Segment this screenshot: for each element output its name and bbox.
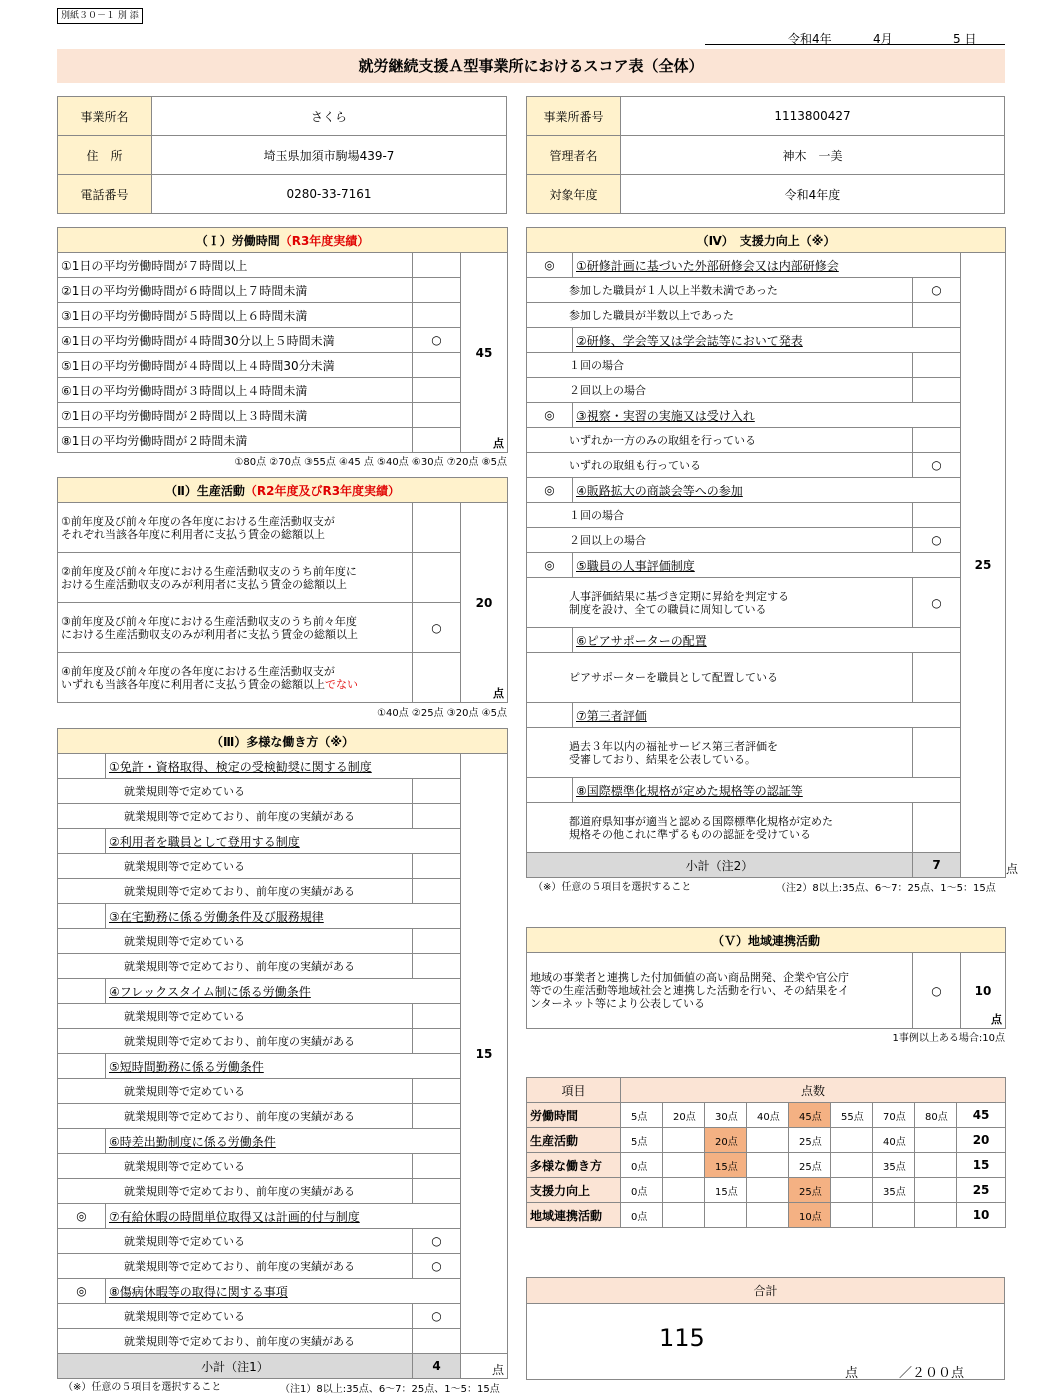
summary-cell xyxy=(831,1128,873,1153)
production-option-line-1: ③前年度及び前々年度における生産活動収支のうち前々年度 xyxy=(61,614,357,628)
production-score-value: 20 xyxy=(475,595,493,610)
summary-cell: 80点 xyxy=(915,1103,957,1128)
work-styles-mark xyxy=(413,1179,461,1204)
support-mark: ○ xyxy=(913,453,961,478)
summary-cell: 10点 xyxy=(789,1203,831,1228)
work-styles-select-box[interactable]: ◎ xyxy=(58,1204,106,1229)
summary-cell xyxy=(663,1128,705,1153)
production-option-negation: でない xyxy=(325,677,358,691)
info-label: 事業所番号 xyxy=(527,97,621,136)
work-styles-mark xyxy=(413,929,461,954)
work-styles-title: （Ⅲ）多様な働き方（※） xyxy=(58,729,508,754)
regional-mark: ○ xyxy=(913,953,961,1029)
work-styles-item-heading: ⑤短時間勤務に係る労働条件 xyxy=(106,1054,461,1079)
support-note: （※）任意の５項目を選択すること xyxy=(533,882,692,893)
summary-cell xyxy=(747,1178,789,1203)
summary-cell: 35点 xyxy=(873,1153,915,1178)
support-mark: ○ xyxy=(913,278,961,303)
production-period: （R2年度及びR3年度実績） xyxy=(244,483,401,498)
date-day: 5 日 xyxy=(953,32,977,46)
total-box xyxy=(526,1277,1005,1380)
summary-head-points: 点数 xyxy=(621,1078,1006,1103)
production-option-line-2 xyxy=(61,578,412,591)
support-sub-option: ２回以上の場合 xyxy=(527,378,913,403)
info-label: 住 所 xyxy=(58,136,152,175)
support-sub-option: １回の場合 xyxy=(527,503,913,528)
support-title: （Ⅳ） 支援力向上（※） xyxy=(527,228,1006,253)
work-styles-item-heading: ⑥時差出勤制度に係る労働条件 xyxy=(106,1129,461,1154)
work-styles-subtotal-unit: 点 xyxy=(461,1354,508,1379)
production-option xyxy=(58,603,413,653)
support-select-box[interactable] xyxy=(527,703,573,728)
summary-cell: 35点 xyxy=(873,1178,915,1203)
work-styles-mark: ○ xyxy=(413,1254,461,1279)
summary-row-label: 多様な働き方 xyxy=(527,1153,621,1178)
production-score xyxy=(461,503,508,703)
regional-description xyxy=(527,953,913,1029)
work-styles-mark xyxy=(413,1029,461,1054)
support-sub-line-1: 過去３年以内の福祉サービス第三者評価を xyxy=(569,739,778,753)
support-mark xyxy=(913,378,961,403)
summary-cell: 0点 xyxy=(621,1178,663,1203)
summary-cell: 70点 xyxy=(873,1103,915,1128)
work-styles-select-box[interactable]: ◎ xyxy=(58,1279,106,1304)
summary-cell: 20点 xyxy=(705,1128,747,1153)
summary-row-label: 労働時間 xyxy=(527,1103,621,1128)
support-select-box[interactable] xyxy=(527,628,573,653)
summary-row-total: 10 xyxy=(957,1203,1006,1228)
work-styles-sub-option: 就業規則等で定めている xyxy=(58,929,413,954)
work-styles-sub-option: 就業規則等で定めており、前年度の実績がある xyxy=(58,1179,413,1204)
working-hours-mark: ○ xyxy=(413,328,461,353)
support-mark: ○ xyxy=(913,578,961,628)
section-work-styles xyxy=(57,728,508,1379)
work-styles-item-heading: ⑧傷病休暇等の取得に関する事項 xyxy=(106,1279,461,1304)
production-mark xyxy=(413,553,461,603)
office-info-table xyxy=(57,96,507,214)
section-production xyxy=(57,477,508,703)
summary-cell: 40点 xyxy=(873,1128,915,1153)
summary-cell: 20点 xyxy=(663,1103,705,1128)
production-option-line-2-text: おける生産活動収支のみが利用者に支払う賃金の総額以上 xyxy=(61,577,347,591)
info-value: 1113800427 xyxy=(621,97,1005,136)
regional-line-2: 等での生産活動等地域社会と連携した活動を行い、その結果をイ xyxy=(530,984,849,997)
summary-cell: 55点 xyxy=(831,1103,873,1128)
info-label: 電話番号 xyxy=(58,175,152,214)
support-item-heading: ⑦第三者評価 xyxy=(573,703,961,728)
working-hours-mark xyxy=(413,303,461,328)
section-working-hours xyxy=(57,227,508,453)
score-summary-table xyxy=(526,1077,1006,1228)
work-styles-mark xyxy=(413,854,461,879)
working-hours-option: ①1日の平均労働時間が７時間以上 xyxy=(58,253,413,278)
support-sub-option: いずれか一方のみの取組を行っている xyxy=(527,428,913,453)
work-styles-score: 15 xyxy=(461,754,508,1354)
info-value: 埼玉県加須市駒場439-7 xyxy=(152,136,507,175)
support-mark xyxy=(913,428,961,453)
summary-head-item: 項目 xyxy=(527,1078,621,1103)
work-styles-sub-option: 就業規則等で定めている xyxy=(58,779,413,804)
support-sub-option: ２回以上の場合 xyxy=(527,528,913,553)
work-styles-sub-option: 就業規則等で定めている xyxy=(58,1154,413,1179)
support-sub-line-2: 受審しており、結果を公表している。 xyxy=(569,752,756,766)
working-hours-mark xyxy=(413,403,461,428)
summary-cell: 25点 xyxy=(789,1178,831,1203)
work-styles-sub-option: 就業規則等で定めており、前年度の実績がある xyxy=(58,804,413,829)
info-value: 神木 一美 xyxy=(621,136,1005,175)
summary-cell xyxy=(915,1128,957,1153)
production-mark xyxy=(413,503,461,553)
support-sub-option: 参加した職員が半数以上であった xyxy=(527,303,913,328)
work-styles-item-heading: ⑦有給休暇の時間単位取得又は計画的付与制度 xyxy=(106,1204,461,1229)
section-support-improvement: （Ⅳ） 支援力向上（※） ◎ ①研修計画に基づいた外部研修会又は内部研修会 25 参加した職員が１人以上半数未満であった ○ 参加した職員が半数以上であった ②研修、学会等又は学会誌等において発表 １回の場合 ２回以上の場合 ◎ ③視察・実習の実施又は受け入れ いずれか一方のみの取組を行っている いずれの取組も行っている ○ ◎ ④販路拡大の商談会等への参加 １回の場合 ２回以上の場合 ○ ◎ ⑤職員の人事評価制度 人事評価結果に基づき定期に昇給を判定する 制度を設け、全ての職員に周知している ○ ⑥ピアサポーターの配置 ピアサポーターを職員として配置している ⑦第三者評価 過去３年以内の福祉サービス第三者評価を 受審しており、結果を公表している。 ⑧国際標準化規格が定めた規格等の認証等 都道府県知事が適当と認める国際標準化規格が定めた 規格その他これに準ずるものの認証を受けている 小計（注2） 7 点 xyxy=(526,227,1006,878)
production-note: ①40点 ②25点 ③20点 ④5点 xyxy=(377,708,507,719)
support-mark xyxy=(913,728,961,778)
support-mark: ○ xyxy=(913,528,961,553)
support-sub-line-1: ピアサポーターを職員として配置している xyxy=(569,671,778,684)
work-styles-mark xyxy=(413,779,461,804)
work-styles-mark xyxy=(413,879,461,904)
summary-cell: 25点 xyxy=(789,1153,831,1178)
support-sub-option: １回の場合 xyxy=(527,353,913,378)
support-item-heading: ⑤職員の人事評価制度 xyxy=(573,553,961,578)
support-mark xyxy=(913,803,961,853)
summary-row-label: 生産活動 xyxy=(527,1128,621,1153)
working-hours-option: ③1日の平均労働時間が５時間以上６時間未満 xyxy=(58,303,413,328)
summary-cell xyxy=(663,1153,705,1178)
date-era: 令和4年 xyxy=(788,32,832,46)
production-option-line-2-text: いずれも当該各年度に利用者に支払う賃金の総額以上 xyxy=(61,677,325,691)
working-hours-mark xyxy=(413,428,461,453)
info-value: 令和4年度 xyxy=(621,175,1005,214)
summary-cell: 15点 xyxy=(705,1153,747,1178)
office-info-table-right xyxy=(526,96,1005,214)
support-mark xyxy=(913,503,961,528)
info-label: 管理者名 xyxy=(527,136,621,175)
summary-cell: 0点 xyxy=(621,1203,663,1228)
summary-cell: 0点 xyxy=(621,1153,663,1178)
summary-row-label: 地域連携活動 xyxy=(527,1203,621,1228)
document-tag: 別紙３０－１ 別 添 xyxy=(57,8,143,24)
summary-cell xyxy=(705,1203,747,1228)
production-option xyxy=(58,553,413,603)
summary-cell: 5点 xyxy=(621,1103,663,1128)
support-item-heading: ④販路拡大の商談会等への参加 xyxy=(573,478,961,503)
work-styles-sub-option: 就業規則等で定めている xyxy=(58,854,413,879)
work-styles-select-box[interactable] xyxy=(58,979,106,1004)
work-styles-select-box[interactable] xyxy=(58,1129,106,1154)
support-sub-line-1: 都道府県知事が適当と認める国際標準化規格が定めた xyxy=(569,814,833,828)
production-option-line-1: ④前年度及び前々年度の各年度における生産活動収支が xyxy=(61,664,335,678)
work-styles-mark xyxy=(413,1154,461,1179)
work-styles-mark xyxy=(413,1004,461,1029)
support-select-box[interactable]: ◎ xyxy=(527,253,573,278)
date-line xyxy=(705,30,1005,45)
summary-cell: 40点 xyxy=(747,1103,789,1128)
support-select-box[interactable] xyxy=(527,778,573,803)
summary-row-total: 15 xyxy=(957,1153,1006,1178)
production-option-line-2 xyxy=(61,678,412,691)
work-styles-subtotal-label: 小計（注1） xyxy=(58,1354,413,1379)
support-select-box[interactable]: ◎ xyxy=(527,553,573,578)
summary-cell: 30点 xyxy=(705,1103,747,1128)
support-mark xyxy=(913,353,961,378)
work-styles-mark xyxy=(413,1329,461,1354)
summary-cell xyxy=(915,1203,957,1228)
support-sub-line-2: 制度を設け、全ての職員に周知している xyxy=(569,602,767,616)
support-sub-option: 参加した職員が１人以上半数未満であった xyxy=(527,278,913,303)
support-sub-option xyxy=(527,653,913,703)
support-mark xyxy=(913,653,961,703)
working-hours-score-unit: 点 xyxy=(493,437,504,450)
production-mark xyxy=(413,653,461,703)
support-sub-option xyxy=(527,728,913,778)
working-hours-mark xyxy=(413,378,461,403)
section-regional xyxy=(526,927,1006,1029)
regional-title: （Ｖ）地域連携活動 xyxy=(527,928,1006,953)
page-title: 就労継続支援Ａ型事業所におけるスコア表（全体） xyxy=(57,49,1005,83)
support-score: 25 xyxy=(961,253,1006,878)
support-item-heading: ⑥ピアサポーターの配置 xyxy=(573,628,961,653)
support-mark xyxy=(913,303,961,328)
regional-score-value: 10 xyxy=(974,983,992,998)
regional-line-1: 地域の事業者と連携した付加価値の高い商品開発、企業や官公庁 xyxy=(530,971,849,984)
work-styles-select-box[interactable] xyxy=(58,754,106,779)
work-styles-sub-option: 就業規則等で定めている xyxy=(58,1079,413,1104)
support-sub-option xyxy=(527,803,913,853)
working-hours-option: ④1日の平均労働時間が４時間30分以上５時間未満 xyxy=(58,328,413,353)
production-option-line-2 xyxy=(61,528,412,541)
work-styles-mark xyxy=(413,804,461,829)
summary-cell xyxy=(873,1203,915,1228)
regional-note: 1事例以上ある場合:10点 xyxy=(892,1033,1005,1044)
work-styles-mark xyxy=(413,954,461,979)
summary-cell: 5点 xyxy=(621,1128,663,1153)
work-styles-sub-option: 就業規則等で定めており、前年度の実績がある xyxy=(58,1104,413,1129)
work-styles-rule: （注1）8以上:35点、6～7：25点、1～5：15点 xyxy=(280,1384,500,1395)
support-sub-line-1: 人事評価結果に基づき定期に昇給を判定する xyxy=(569,589,789,603)
work-styles-select-box[interactable] xyxy=(58,1054,106,1079)
working-hours-score xyxy=(461,253,508,453)
summary-cell xyxy=(831,1203,873,1228)
working-hours-option: ⑧1日の平均労働時間が２時間未満 xyxy=(58,428,413,453)
production-option-line-1: ①前年度及び前々年度の各年度における生産活動収支が xyxy=(61,514,335,528)
work-styles-sub-option: 就業規則等で定めており、前年度の実績がある xyxy=(58,879,413,904)
support-item-heading: ①研修計画に基づいた外部研修会又は内部研修会 xyxy=(573,253,961,278)
working-hours-option: ②1日の平均労働時間が６時間以上７時間未満 xyxy=(58,278,413,303)
production-title-text: （Ⅱ）生産活動 xyxy=(164,483,245,498)
work-styles-item-heading: ④フレックスタイム制に係る労働条件 xyxy=(106,979,461,1004)
production-option-line-2-text: における生産活動収支のみが利用者に支払う賃金の総額以上 xyxy=(61,627,358,641)
support-subtotal: 7 xyxy=(913,853,961,878)
summary-cell: 25点 xyxy=(789,1128,831,1153)
working-hours-title-text: （Ｉ）労働時間 xyxy=(195,233,280,248)
work-styles-mark xyxy=(413,1079,461,1104)
summary-cell xyxy=(663,1178,705,1203)
info-label: 事業所名 xyxy=(58,97,152,136)
info-value: 0280-33-7161 xyxy=(152,175,507,214)
support-item-heading: ③視察・実習の実施又は受け入れ xyxy=(573,403,961,428)
production-option xyxy=(58,653,413,703)
summary-row-label: 支援力向上 xyxy=(527,1178,621,1203)
work-styles-subtotal: 4 xyxy=(413,1354,461,1379)
support-subtotal-label: 小計（注2） xyxy=(527,853,913,878)
support-sub-option xyxy=(527,578,913,628)
regional-line-3: ンターネット等により公表している xyxy=(530,997,706,1010)
total-max: ／２００点 xyxy=(899,1366,965,1381)
work-styles-sub-option: 就業規則等で定めている xyxy=(58,1304,413,1329)
work-styles-item-heading: ③在宅勤務に係る労働条件及び服務規律 xyxy=(106,904,461,929)
support-select-box[interactable]: ◎ xyxy=(527,478,573,503)
work-styles-sub-option: 就業規則等で定めており、前年度の実績がある xyxy=(58,1329,413,1354)
work-styles-item-heading: ①免許・資格取得、検定の受検勧奨に関する制度 xyxy=(106,754,461,779)
working-hours-mark xyxy=(413,278,461,303)
total-label: 合計 xyxy=(527,1278,1004,1304)
working-hours-title xyxy=(58,228,508,253)
support-sub-option: いずれの取組も行っている xyxy=(527,453,913,478)
regional-score-unit: 点 xyxy=(991,1013,1003,1026)
work-styles-mark: ○ xyxy=(413,1229,461,1254)
date-month: 4月 xyxy=(873,32,893,46)
work-styles-sub-option: 就業規則等で定めている xyxy=(58,1004,413,1029)
work-styles-select-box[interactable] xyxy=(58,904,106,929)
support-select-box[interactable] xyxy=(527,328,573,353)
support-item-heading: ②研修、学会等又は学会誌等において発表 xyxy=(573,328,961,353)
production-score-unit: 点 xyxy=(493,687,505,700)
work-styles-sub-option: 就業規則等で定めている xyxy=(58,1229,413,1254)
support-sub-line-2: 規格その他これに準ずるものの認証を受けている xyxy=(569,827,811,841)
summary-cell xyxy=(915,1153,957,1178)
work-styles-mark: ○ xyxy=(413,1304,461,1329)
working-hours-score-value: 45 xyxy=(475,345,493,360)
work-styles-sub-option: 就業規則等で定めており、前年度の実績がある xyxy=(58,1029,413,1054)
working-hours-mark xyxy=(413,253,461,278)
working-hours-period: （R3年度実績） xyxy=(279,233,370,248)
support-rule: （注2）8以上:35点、6～7：25点、1～5：15点 xyxy=(776,883,996,894)
work-styles-sub-option: 就業規則等で定めており、前年度の実績がある xyxy=(58,954,413,979)
production-option xyxy=(58,503,413,553)
summary-cell: 15点 xyxy=(705,1178,747,1203)
summary-cell xyxy=(663,1203,705,1228)
production-option-line-2 xyxy=(61,628,412,641)
production-mark: ○ xyxy=(413,603,461,653)
working-hours-option: ⑤1日の平均労働時間が４時間以上４時間30分未満 xyxy=(58,353,413,378)
working-hours-mark xyxy=(413,353,461,378)
summary-cell xyxy=(747,1153,789,1178)
production-option-line-2-text: それぞれ当該各年度に利用者に支払う賃金の総額以上 xyxy=(61,527,325,541)
work-styles-item-heading: ②利用者を職員として登用する制度 xyxy=(106,829,461,854)
summary-cell xyxy=(915,1178,957,1203)
summary-cell xyxy=(747,1203,789,1228)
support-select-box[interactable]: ◎ xyxy=(527,403,573,428)
total-value: 115 xyxy=(659,1324,705,1352)
work-styles-sub-option: 就業規則等で定めており、前年度の実績がある xyxy=(58,1254,413,1279)
summary-cell xyxy=(831,1178,873,1203)
info-label: 対象年度 xyxy=(527,175,621,214)
summary-row-total: 45 xyxy=(957,1103,1006,1128)
working-hours-option: ⑥1日の平均労働時間が３時間以上４時間未満 xyxy=(58,378,413,403)
work-styles-select-box[interactable] xyxy=(58,829,106,854)
production-title xyxy=(58,478,508,503)
working-hours-option: ⑦1日の平均労働時間が２時間以上３時間未満 xyxy=(58,403,413,428)
support-item-heading: ⑧国際標準化規格が定めた規格等の認証等 xyxy=(573,778,961,803)
working-hours-note: ①80点 ②70点 ③55点 ④45 点 ⑤40点 ⑥30点 ⑦20点 ⑧5点 xyxy=(234,457,507,468)
summary-cell xyxy=(831,1153,873,1178)
production-option-line-1: ②前年度及び前々年度における生産活動収支のうち前年度に xyxy=(61,564,357,578)
work-styles-note: （※）任意の５項目を選択すること xyxy=(63,1382,222,1393)
info-value: さくら xyxy=(152,97,507,136)
summary-row-total: 20 xyxy=(957,1128,1006,1153)
summary-cell xyxy=(747,1128,789,1153)
summary-row-total: 25 xyxy=(957,1178,1006,1203)
work-styles-mark xyxy=(413,1104,461,1129)
regional-score xyxy=(961,953,1006,1029)
total-unit: 点 xyxy=(845,1366,859,1381)
summary-cell: 45点 xyxy=(789,1103,831,1128)
